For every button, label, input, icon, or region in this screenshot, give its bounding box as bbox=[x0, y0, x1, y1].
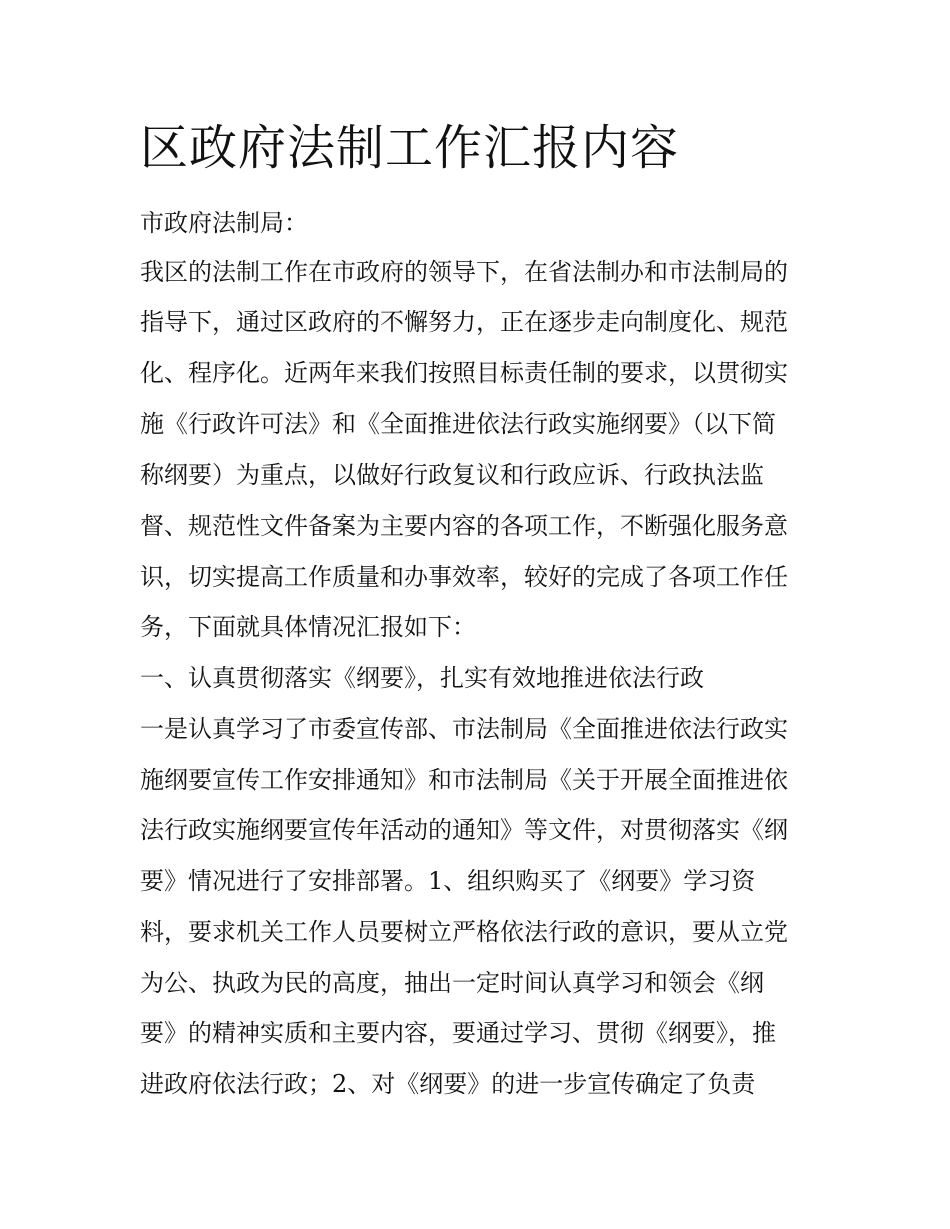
text-line: 一是认真学习了市委宣传部、市法制局《全面推进依法行政实 bbox=[140, 715, 788, 743]
text-line: 施《行政许可法》和《全面推进依法行政实施纲要》（以下简 bbox=[140, 410, 776, 438]
text-line: 我区的法制工作在市政府的领导下，在省法制办和市法制局的 bbox=[140, 258, 788, 286]
text-line: 料，要求机关工作人员要树立严格依法行政的意识，要从立党 bbox=[140, 918, 788, 946]
text-line: 要》的精神实质和主要内容，要通过学习、贯彻《纲要》，推 bbox=[140, 1019, 776, 1047]
text-line: 称纲要）为重点，以做好行政复议和行政应诉、行政执法监 bbox=[140, 461, 764, 489]
text-line: 指导下，通过区政府的不懈努力，正在逐步走向制度化、规范 bbox=[140, 308, 788, 336]
text-line: 市政府法制局： bbox=[140, 209, 308, 237]
text-line: 化、程序化。近两年来我们按照目标责任制的要求，以贯彻实 bbox=[140, 359, 788, 387]
text-line: 进政府依法行政；2、对《纲要》的进一步宣传确定了负责 bbox=[140, 1070, 756, 1098]
text-line: 督、规范性文件备案为主要内容的各项工作，不断强化服务意 bbox=[140, 512, 788, 540]
text-line: 施纲要宣传工作安排通知》和市法制局《关于开展全面推进依 bbox=[140, 766, 788, 794]
section-heading: 一、认真贯彻落实《纲要》，扎实有效地推进依法行政 bbox=[140, 664, 704, 692]
text-line: 为公、执政为民的高度，抽出一定时间认真学习和领会《纲 bbox=[140, 969, 764, 997]
text-line: 要》情况进行了安排部署。1、组织购买了《纲要》学习资 bbox=[140, 867, 756, 895]
document-title: 区政府法制工作汇报内容 bbox=[140, 120, 680, 176]
text-line: 务，下面就具体情况汇报如下： bbox=[140, 613, 476, 641]
text-line: 法行政实施纲要宣传年活动的通知》等文件，对贯彻落实《纲 bbox=[140, 816, 788, 844]
text-line: 识，切实提高工作质量和办事效率，较好的完成了各项工作任 bbox=[140, 563, 788, 591]
